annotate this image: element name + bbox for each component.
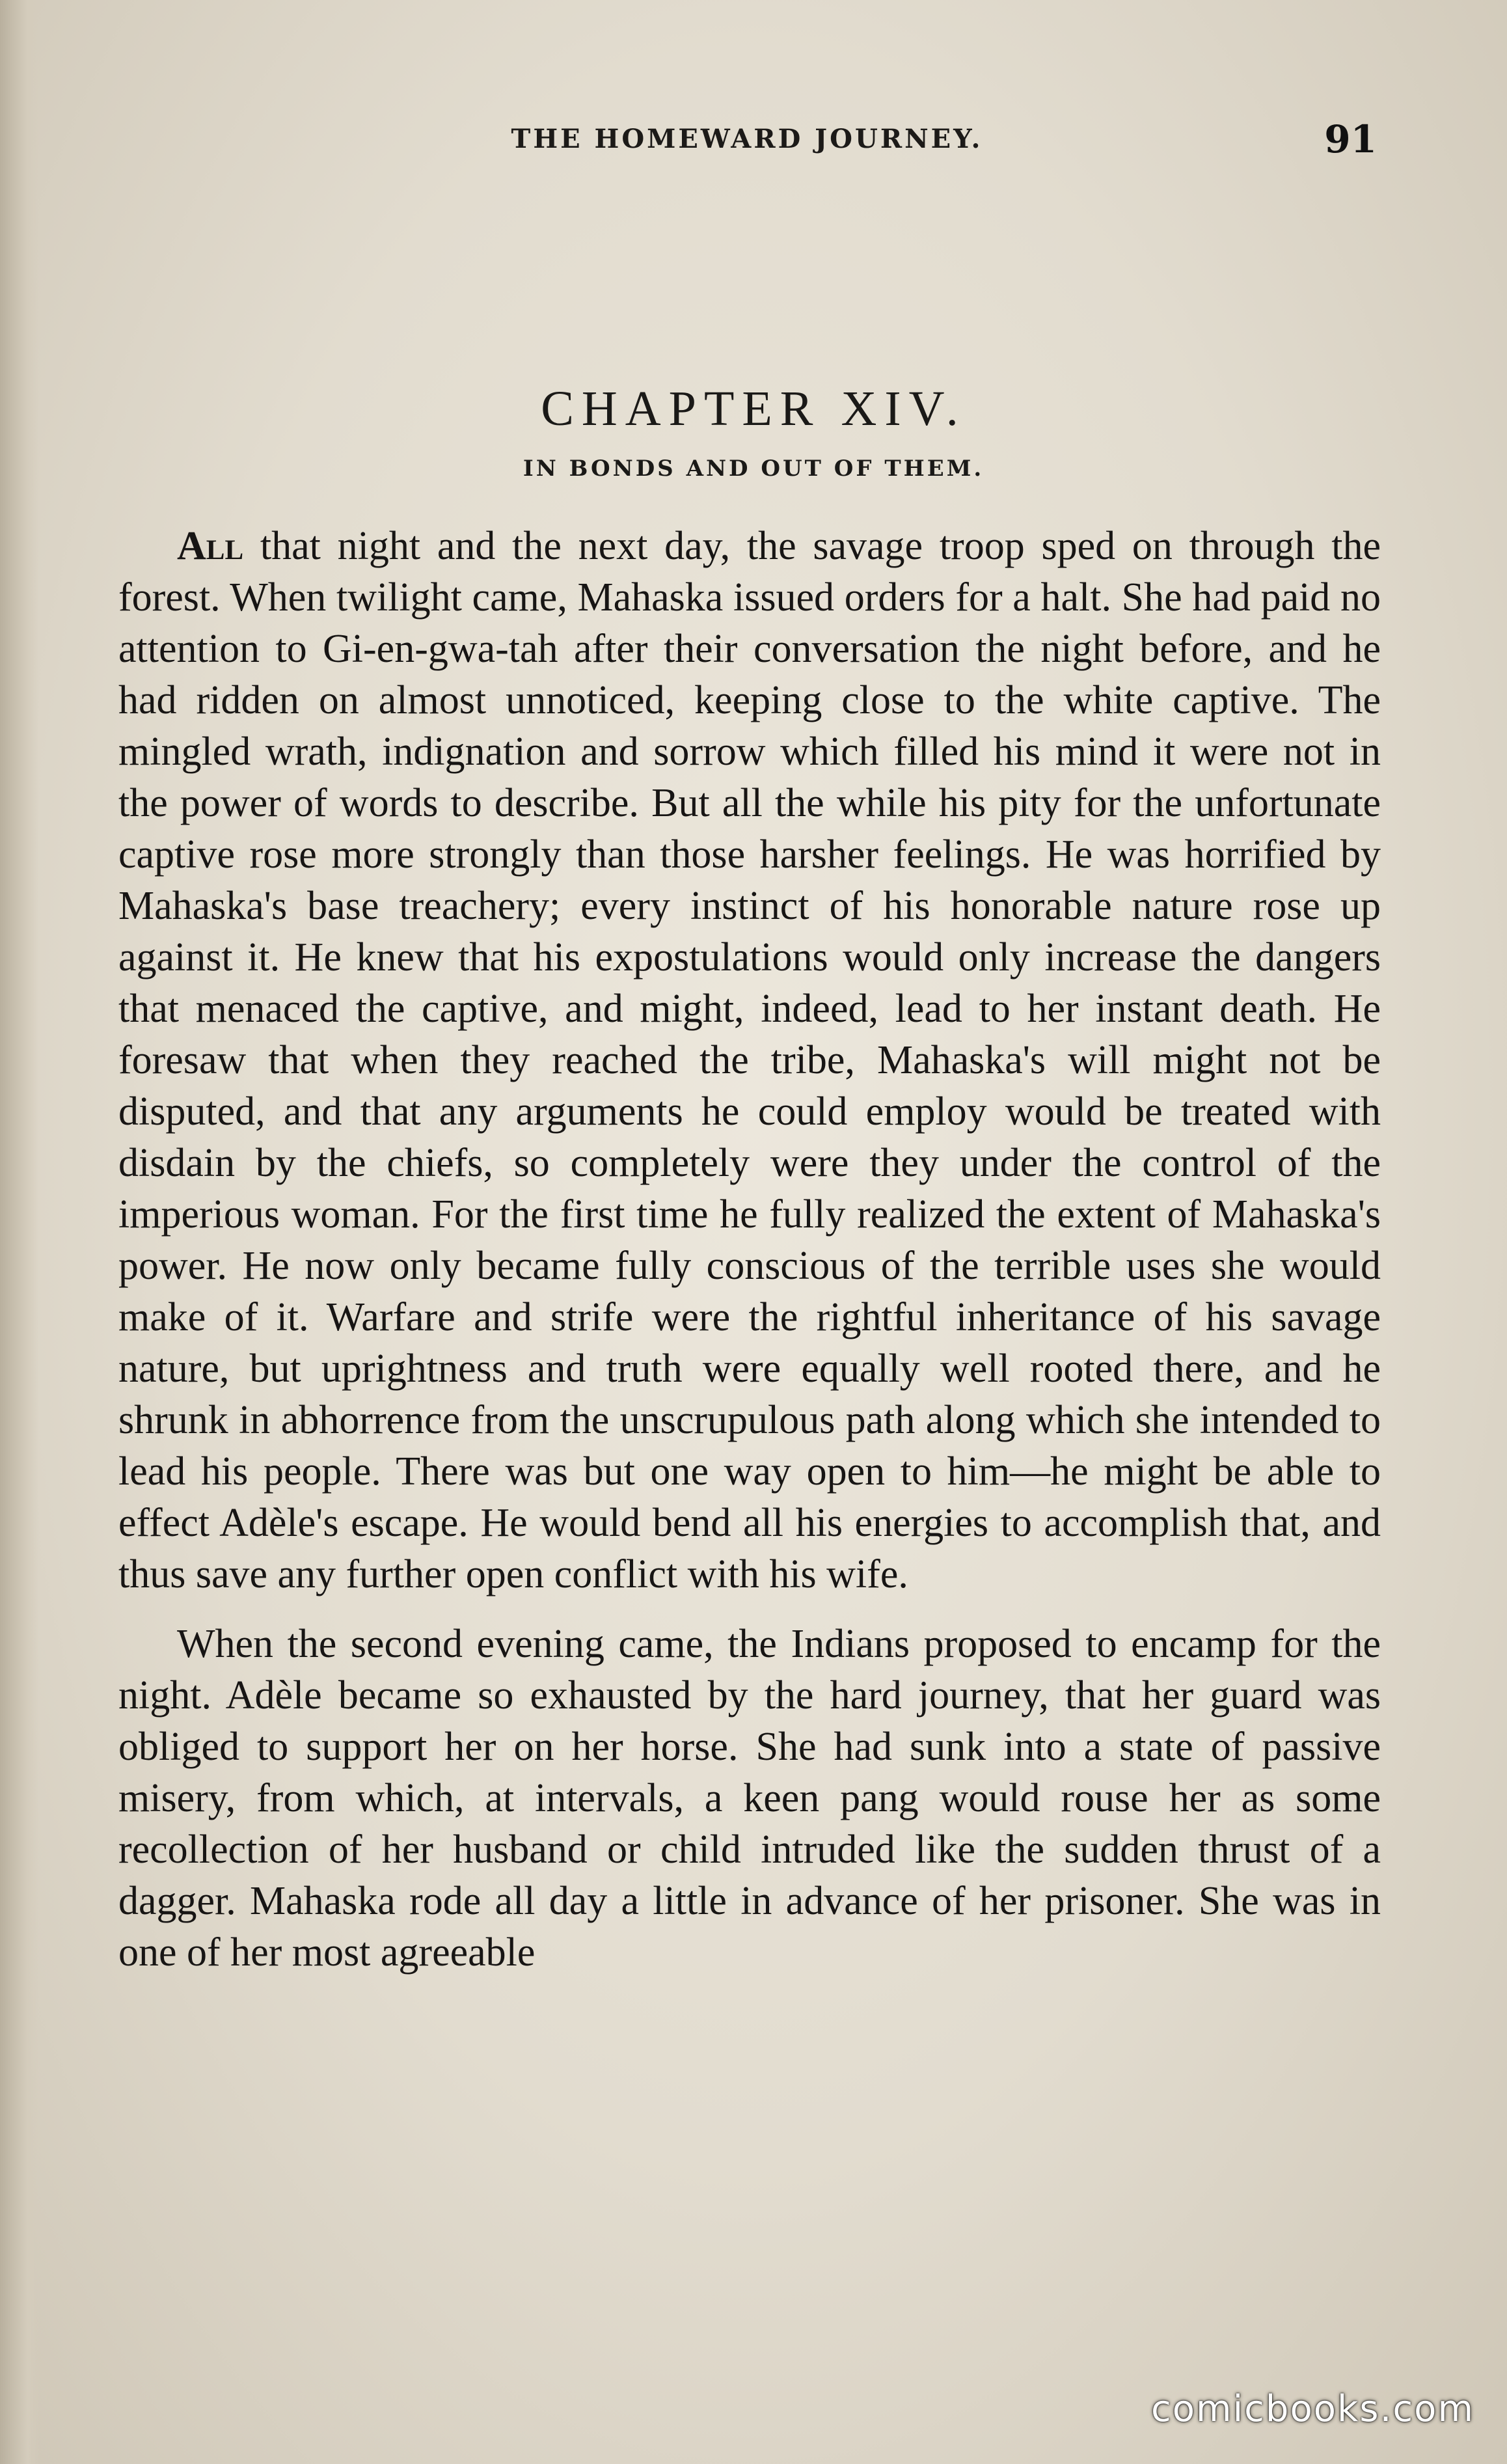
page-number: 91 [1324, 117, 1377, 161]
page-edge-shadow [0, 0, 39, 2464]
running-head: THE HOMEWARD JOURNEY. [511, 124, 983, 154]
watermark: comicbooks.com [1150, 2388, 1474, 2430]
chapter-subtitle: IN BONDS AND OUT OF THEM. [523, 456, 984, 482]
paragraph-2: When the second evening came, the Indians proposed to encamp for the night. Adèle became so exhausted by the hard journey, that her guard was obliged to support her on her horse. She had sunk into a state of passive misery, from which, at intervals, a keen pang would rouse her as some recollection of her husband or child intruded like the sudden thrust of a dagger. Mahaska rode all day a little in advance of her prisoner. She was in one of her most agreeable [118, 1622, 1381, 1975]
chapter-title: CHAPTER XIV. [541, 381, 966, 436]
paragraph-lead-word: All [177, 524, 244, 568]
body-text [118, 521, 1381, 1978]
page-header [117, 117, 1377, 169]
paragraph-1 [118, 521, 1381, 1600]
paragraph-1-text: that night and the next day, the savage troop sped on through the forest. When twilight came, Mahaska issued orders for a halt. She had paid no attention to Gi-en-gwa-tah after their conversation the night before, and he had ridden on almost unnoticed, keeping close to the white captive. The mingled wrath, indignation and sorrow which filled his mind it were not in the power of words to describe. But all the while his pity for the unfortunate captive rose more strongly than those harsher feelings. He was horrified by Mahaska's base treachery; every instinct of his honorable nature rose up against it. He knew that his expostulations would only increase the dangers that menaced the captive, and might, indeed, lead to her instant death. He foresaw that when they reached the tribe, Mahaska's will might not be disputed, and that any arguments he could employ would be treated with disdain by the chiefs, so completely were they under the control of the imperious woman. For the first time he fully realized the extent of Mahaska's power. He now only became fully conscious of the terrible uses she would make of it. Warfare and strife were the rightful inheritance of his savage nature, but uprightness and truth were equally well rooted there, and he shrunk in abhorrence from the unscrupulous path along which she intended to lead his people. There was but one way open to him—he might be able to effect Adèle's escape. He would bend all his energies to accomplish that, and thus save any further open conflict with his wife. [118, 524, 1381, 1596]
